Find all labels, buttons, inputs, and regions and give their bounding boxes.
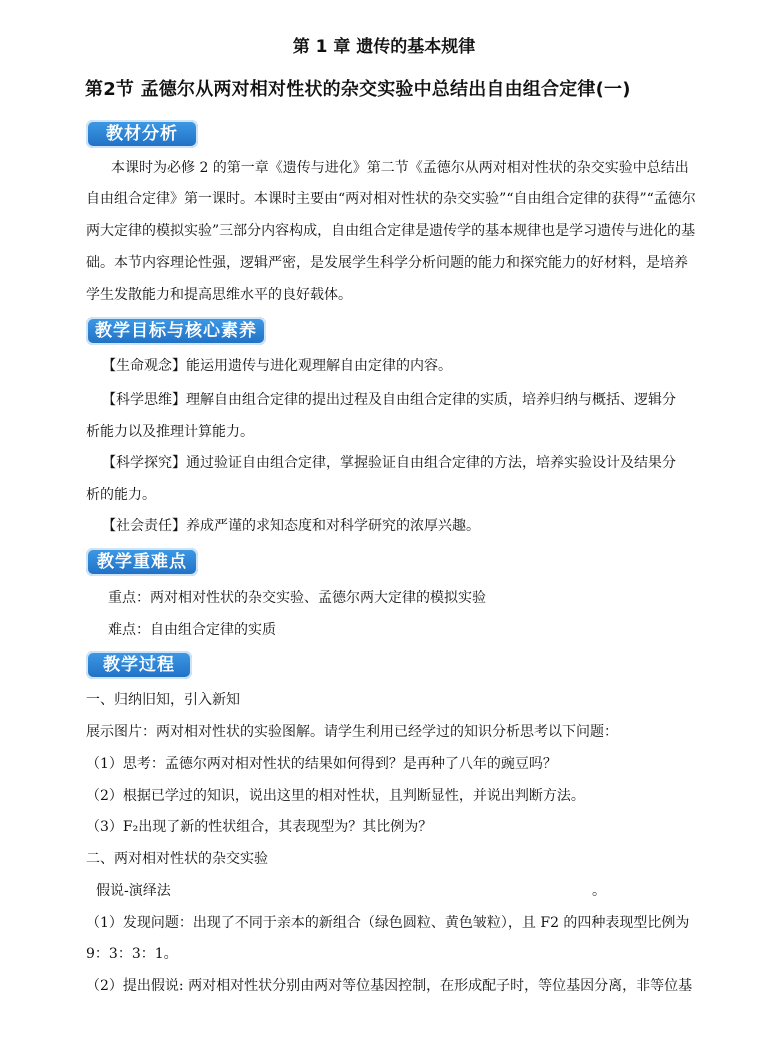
goal-line: 【社会责任】养成严谨的求知态度和对科学研究的浓厚兴趣。	[102, 518, 480, 534]
process-line: 9：3：3：1。	[86, 946, 178, 962]
goal-line: 【生命观念】能运用遗传与进化观理解自由定律的内容。	[102, 358, 452, 374]
process-line: 展示图片：两对相对性状的实验图解。请学生利用已经学过的知识分析思考以下问题：	[86, 724, 618, 740]
process-line: （2）根据已学过的知识，说出这里的相对性状，且判断显性，并说出判断方法。	[86, 788, 585, 804]
badge-analysis: 教材分析	[86, 120, 198, 148]
process-line: 。	[592, 883, 606, 899]
section-title: 第2节 孟德尔从两对相对性状的杂交实验中总结出自由组合定律(一)	[85, 79, 631, 100]
analysis-line: 础。本节内容理论性强，逻辑严密，是发展学生科学分析问题的能力和探究能力的好材料，是培养	[86, 255, 688, 271]
process-line: （2）提出假说: 两对相对性状分别由两对等位基因控制，在形成配子时，等位基因分离，非等位基	[86, 978, 693, 994]
chapter-title: 第 1 章 遗传的基本规律	[292, 37, 476, 57]
process-line: （1）思考：孟德尔两对相对性状的结果如何得到？是再种了八年的豌豆吗？	[86, 756, 557, 772]
goal-line: 析的能力。	[86, 487, 156, 503]
process-line: 二、两对相对性状的杂交实验	[86, 851, 268, 867]
analysis-line: 学生发散能力和提高思维水平的良好载体。	[86, 287, 352, 303]
process-line: （1）发现问题：出现了不同于亲本的新组合（绿色圆粒、黄色皱粒），且 F2 的四种表现型比例为	[86, 915, 690, 931]
process-line: 假说-演绎法	[96, 883, 171, 899]
goal-line: 【科学探究】通过验证自由组合定律，掌握验证自由组合定律的方法，培养实验设计及结果分	[102, 455, 676, 471]
process-line: 一、归纳旧知，引入新知	[86, 692, 240, 708]
badge-process: 教学过程	[86, 651, 192, 679]
analysis-line: 两大定律的模拟实验”三部分内容构成，自由组合定律是遗传学的基本规律也是学习遗传与进化的基	[86, 223, 696, 239]
process-line: （3）F₂出现了新的性状组合，其表现型为？其比例为？	[86, 819, 433, 835]
goal-line: 析能力以及推理计算能力。	[86, 424, 254, 440]
badge-key-points: 教学重难点	[86, 548, 198, 576]
badge-goals: 教学目标与核心素养	[86, 317, 266, 345]
analysis-line: 本课时为必修 2 的第一章《遗传与进化》第二节《孟德尔从两对相对性状的杂交实验中总结出	[111, 160, 689, 176]
key-point-line: 重点：两对相对性状的杂交实验、孟德尔两大定律的模拟实验	[108, 590, 486, 606]
goal-line: 【科学思维】理解自由组合定律的提出过程及自由组合定律的实质，培养归纳与概括、逻辑分	[102, 392, 676, 408]
analysis-line: 自由组合定律》第一课时。本课时主要由“两对相对性状的杂交实验”“自由组合定律的获得”“孟德尔	[86, 191, 696, 207]
key-point-line: 难点：自由组合定律的实质	[108, 622, 276, 638]
